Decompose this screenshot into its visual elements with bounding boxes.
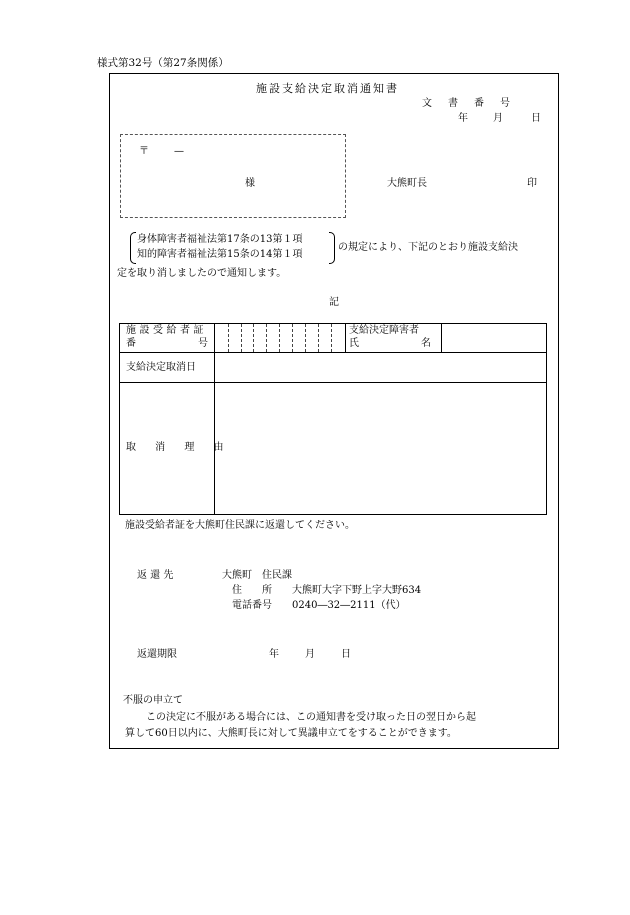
cert-number-label [126,326,208,349]
deadline-year: 年 [269,649,279,660]
cert-number-label-bottom [126,339,208,349]
date-day: 日 [531,113,541,124]
digit-box-divider [228,324,229,352]
digit-box-divider [318,324,319,352]
person-name-label-shi: 氏 [349,338,359,349]
table-row-divider [120,352,546,353]
document-number-label: 文 書 番 号 [422,98,513,109]
left-brace [130,232,136,264]
person-name-label-top: 支給決定障害者 [349,325,419,336]
phone-label: 電話番号 [232,600,272,611]
law-reference-intellectual: 知的障害者福祉法第15条の14第１項 [137,249,303,260]
digit-box-divider [279,324,280,352]
date-year: 年 [458,113,468,124]
deadline-month: 月 [305,649,315,660]
return-instruction: 施設受給者証を大熊町住民課に返還してください。 [125,520,355,531]
body-text-line2: 定を取り消しましたので通知します。 [117,268,287,279]
law-reference-physical: 身体障害者福祉法第17条の13第１項 [137,234,303,245]
digit-box-divider [305,324,306,352]
document-title: 施設支給決定取消通知書 [256,82,399,95]
date-month: 月 [493,113,503,124]
postal-dash: — [174,146,184,157]
return-to-label: 返 還 先 [137,570,174,581]
body-text-line1: の規定により、下記のとおり施設支給決 [338,242,518,253]
objection-text-line1: この決定に不服がある場合には、この通知書を受け取った日の翌日から起 [146,712,476,723]
address-label: 住 所 [232,585,272,596]
digit-box-divider [241,324,242,352]
cert-number-label-go: 号 [198,338,208,349]
person-name-label-bottom [349,339,433,349]
digit-box-divider [331,324,332,352]
cert-number-label-ban: 番 [126,338,136,349]
return-deadline-label: 返還期限 [137,649,177,660]
objection-title: 不服の申立て [123,695,183,706]
table-column-divider [345,324,346,352]
cancel-reason-label: 取 消 理 由 [126,442,232,453]
postal-mark: 〒 [139,146,149,157]
table-column-divider [214,324,215,514]
cert-number-label-top: 施設受給者証 [126,325,207,336]
digit-box-divider [253,324,254,352]
deadline-day: 日 [341,649,351,660]
issuer: 大熊町長 [387,178,427,189]
ki-heading: 記 [329,297,339,308]
recipient-suffix: 様 [245,178,255,189]
digit-box-divider [266,324,267,352]
return-to-organization: 大熊町 住民課 [222,570,292,581]
form-number: 様式第32号（第27条関係） [97,57,229,69]
person-name-label-mei: 名 [421,338,431,349]
seal-mark: 印 [527,178,537,189]
cancel-date-label: 支給決定取消日 [126,362,196,373]
address-value: 大熊町大字下野上字大野634 [292,585,422,596]
detail-table [119,323,547,515]
digit-box-divider [292,324,293,352]
person-name-label [349,326,433,349]
recipient-address-box [120,134,346,218]
table-column-divider [441,324,442,352]
objection-text-line2: 算して60日以内に、大熊町長に対して異議申立てをすることができます。 [125,728,457,739]
right-brace [329,232,335,264]
table-row-divider [120,382,546,383]
phone-value: 0240―32―2111（代） [292,600,406,611]
